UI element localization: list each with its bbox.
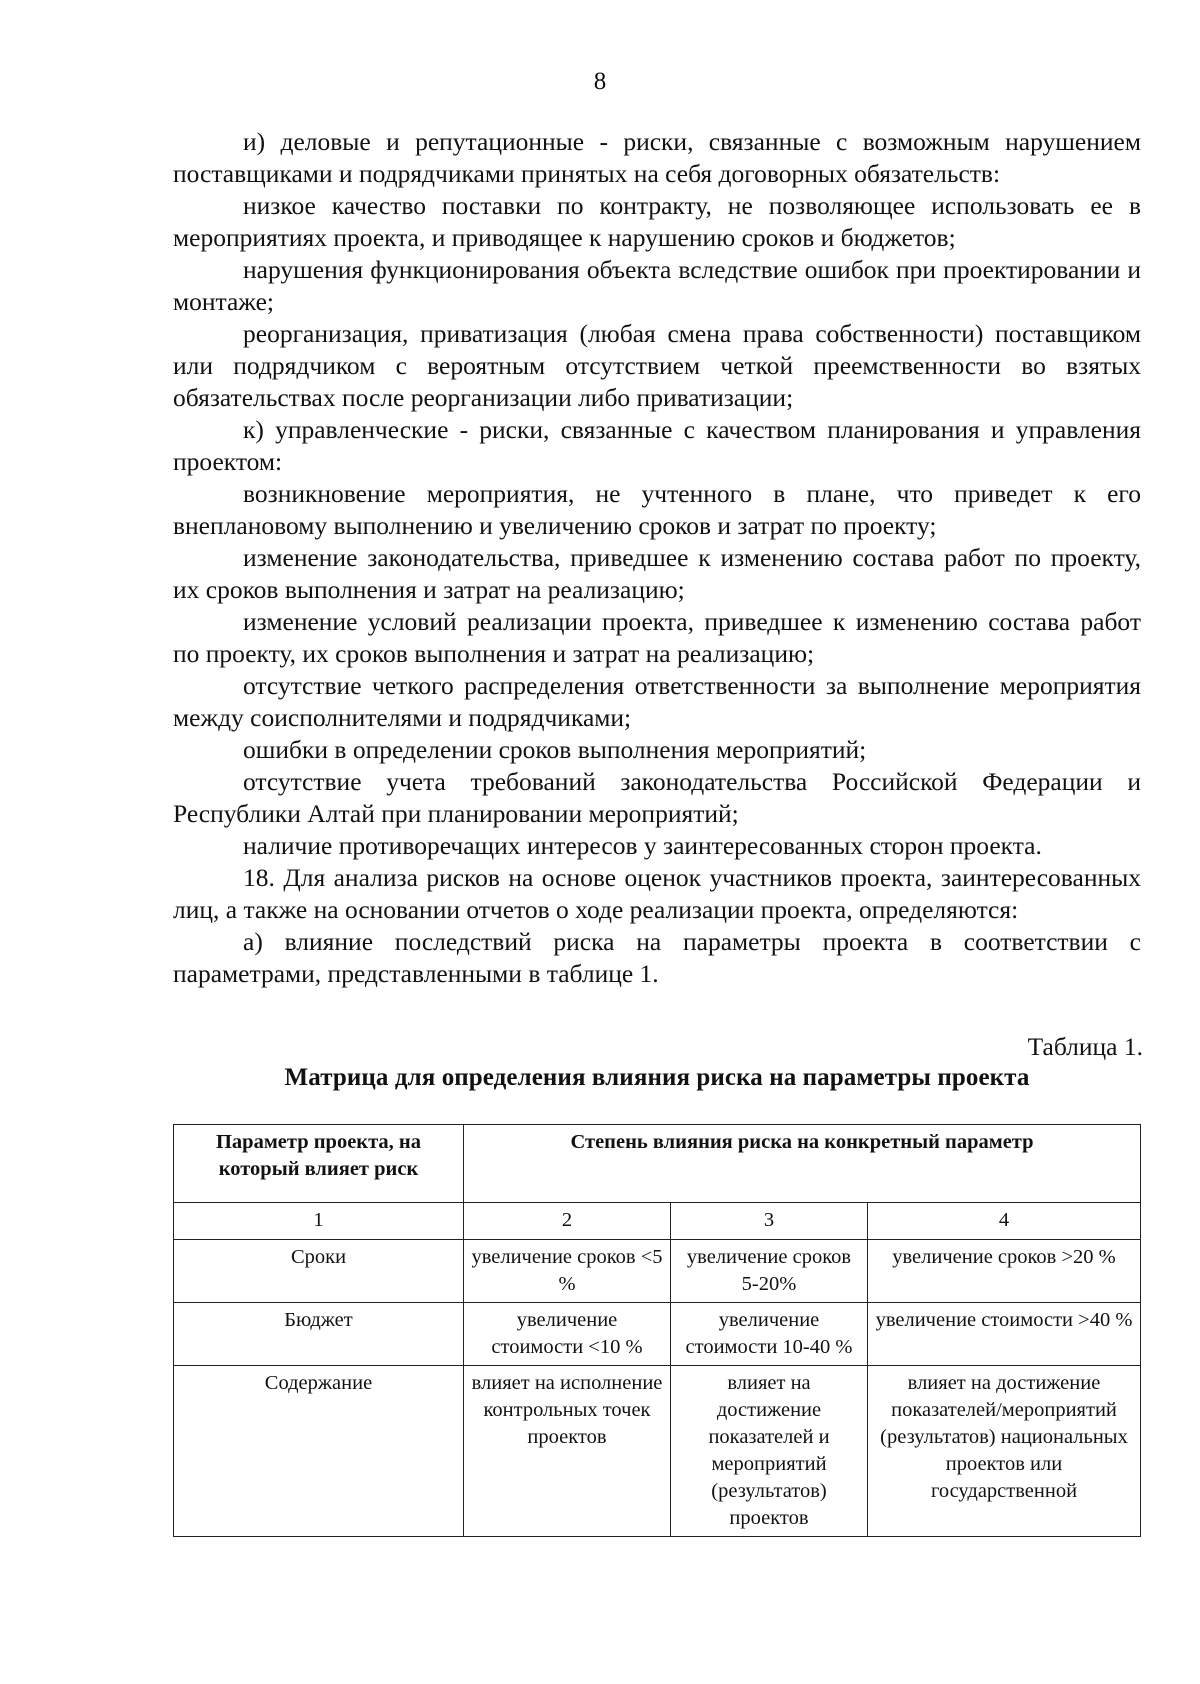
paragraph: изменение законодательства, приведшее к изменению состава работ по проекту, их сроков выполнения и затрат на реализацию; <box>173 543 1141 604</box>
paragraph: 18. Для анализа рисков на основе оценок участников проекта, заинтересованных лиц, а также на основании отчетов о ходе реализации проекта, определяются: <box>173 863 1141 924</box>
risk-matrix-table <box>173 1124 1141 1537</box>
header-param-cell: Параметр проекта, на который влияет риск <box>174 1125 464 1203</box>
paragraph: и) деловые и репутационные - риски, связанные с возможным нарушением поставщиками и подрядчиками принятых на себя договорных обязательств: <box>173 127 1141 188</box>
paragraph: нарушения функционирования объекта вследствие ошибок при проектировании и монтаже; <box>173 255 1141 316</box>
table-caption: Таблица 1. <box>1027 1032 1143 1061</box>
table-row <box>174 1366 1141 1537</box>
table-row <box>174 1303 1141 1366</box>
page-number: 8 <box>593 68 607 95</box>
table-title: Матрица для определения влияния риска на параметры проекта <box>284 1064 1030 1091</box>
table-cell: увеличение сроков >20 % <box>868 1240 1141 1303</box>
param-cell: Сроки <box>174 1240 464 1303</box>
table-cell: увеличение сроков 5-20% <box>671 1240 868 1303</box>
paragraph: а) влияние последствий риска на параметры проекта в соответствии с параметрами, представленными в таблице 1. <box>173 927 1141 988</box>
paragraph: отсутствие учета требований законодательства Российской Федерации и Республики Алтай при планировании мероприятий; <box>173 767 1141 828</box>
table-cell: увеличение стоимости >40 % <box>868 1303 1141 1366</box>
paragraph: к) управленческие - риски, связанные с качеством планирования и управления проектом: <box>173 415 1141 476</box>
column-number-row <box>174 1203 1141 1240</box>
col-number: 1 <box>174 1203 464 1240</box>
table-row <box>174 1240 1141 1303</box>
paragraph: ошибки в определении сроков выполнения мероприятий; <box>243 735 867 764</box>
table-cell: увеличение сроков <5 % <box>464 1240 671 1303</box>
col-number: 2 <box>464 1203 671 1240</box>
paragraph: низкое качество поставки по контракту, не позволяющее использовать ее в мероприятиях проекта, и приводящее к нарушению сроков и бюджетов; <box>173 191 1141 252</box>
table-cell: увеличение стоимости <10 % <box>464 1303 671 1366</box>
header-degree-cell: Степень влияния риска на конкретный параметр <box>464 1125 1141 1203</box>
table-cell: влияет на достижение показателей и мероприятий (результатов) проектов <box>671 1366 868 1537</box>
param-cell: Бюджет <box>174 1303 464 1366</box>
col-number: 4 <box>868 1203 1141 1240</box>
table-cell: влияет на исполнение контрольных точек проектов <box>464 1366 671 1537</box>
param-cell: Содержание <box>174 1366 464 1537</box>
paragraph: наличие противоречащих интересов у заинтересованных сторон проекта. <box>243 831 1042 860</box>
col-number: 3 <box>671 1203 868 1240</box>
table-cell: влияет на достижение показателей/мероприятий (результатов) национальных проектов или государственной <box>868 1366 1141 1537</box>
table-header-row <box>174 1125 1141 1203</box>
table-cell: увеличение стоимости 10-40 % <box>671 1303 868 1366</box>
paragraph: возникновение мероприятия, не учтенного в плане, что приведет к его внеплановому выполнению и увеличению сроков и затрат по проекту; <box>173 479 1141 540</box>
paragraph: отсутствие четкого распределения ответственности за выполнение мероприятия между соисполнителями и подрядчиками; <box>173 671 1141 732</box>
document-body <box>173 126 1141 990</box>
paragraph: реорганизация, приватизация (любая смена права собственности) поставщиком или подрядчиком с вероятным отсутствием четкой преемственности во взятых обязательствах после реорганизации либо приватизации; <box>173 319 1141 412</box>
paragraph: изменение условий реализации проекта, приведшее к изменению состава работ по проекту, их сроков выполнения и затрат на реализацию; <box>173 607 1141 668</box>
